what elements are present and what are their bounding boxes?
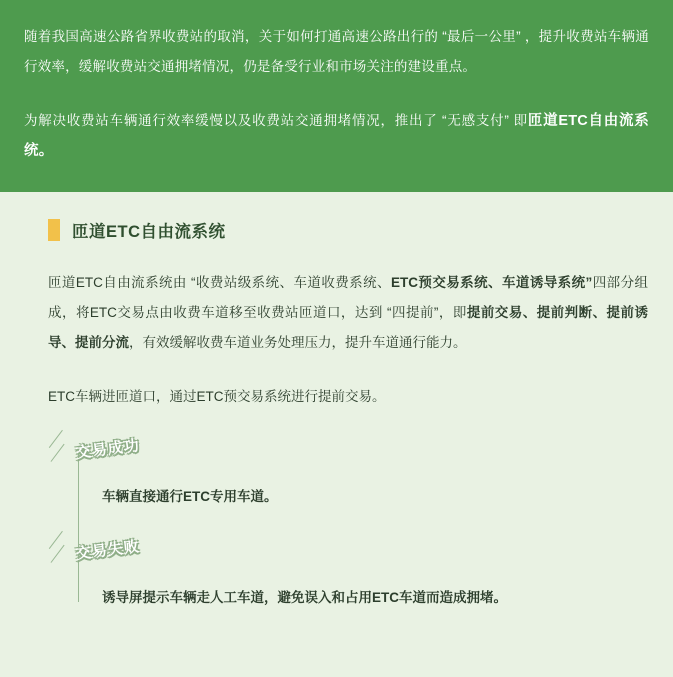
timeline-item <box>62 437 649 509</box>
hero-paragraph-2-prefix: 为解决收费站车辆通行效率缓慢以及收费站交通拥堵情况，推出了 “无感支付” 即 <box>24 113 528 128</box>
paragraph-1-part-c: 四部分组成，将ETC交易点由收费车道移至收费站匝道口，达到 “四提前”，即 <box>48 275 649 320</box>
accent-bar-icon <box>48 219 60 241</box>
paragraph-1-part-e: ，有效缓解收费车道业务处理压力，提升车道通行能力。 <box>129 335 467 350</box>
section-paragraph-1 <box>48 268 648 358</box>
hero-paragraph-2 <box>24 106 649 166</box>
paragraph-1-part-a: 匝道ETC自由流系统由 “收费站级系统、车道收费系统、 <box>48 275 391 290</box>
paragraph-1-part-d: 提前交易、提前判断、提前诱导、提前分流 <box>48 305 648 350</box>
content-block <box>0 192 673 677</box>
hero-paragraph-1: 随着我国高速公路省界收费站的取消，关于如何打通高速公路出行的 “最后一公里” ，提升收费站车辆通行效率，缓解收费站交通拥堵情况，仍是备受行业和市场关注的建设重点。 <box>24 29 649 74</box>
section-heading <box>48 218 649 242</box>
section-title-text: 匝道ETC自由流系统 <box>72 223 226 241</box>
hero-block <box>0 0 673 192</box>
hero-paragraph-2-highlight: 匝道ETC自由流系统。 <box>24 113 649 159</box>
timeline-tag-label: 交易失败 <box>75 535 141 564</box>
paragraph-1-part-b: ETC预交易系统、车道诱导系统” <box>390 275 593 290</box>
timeline <box>62 437 649 610</box>
timeline-item <box>62 538 649 610</box>
section-paragraph-2: ETC车辆进匝道口，通过ETC预交易系统进行提前交易。 <box>48 389 386 404</box>
timeline-dash-icon <box>47 545 79 565</box>
timeline-description: 车辆直接通行ETC专用车道。 <box>102 489 278 504</box>
timeline-tag-label: 交易成功 <box>75 434 141 463</box>
timeline-dash-icon <box>47 444 79 464</box>
timeline-description: 诱导屏提示车辆走人工车道，避免误入和占用ETC车道而造成拥堵。 <box>102 590 507 605</box>
